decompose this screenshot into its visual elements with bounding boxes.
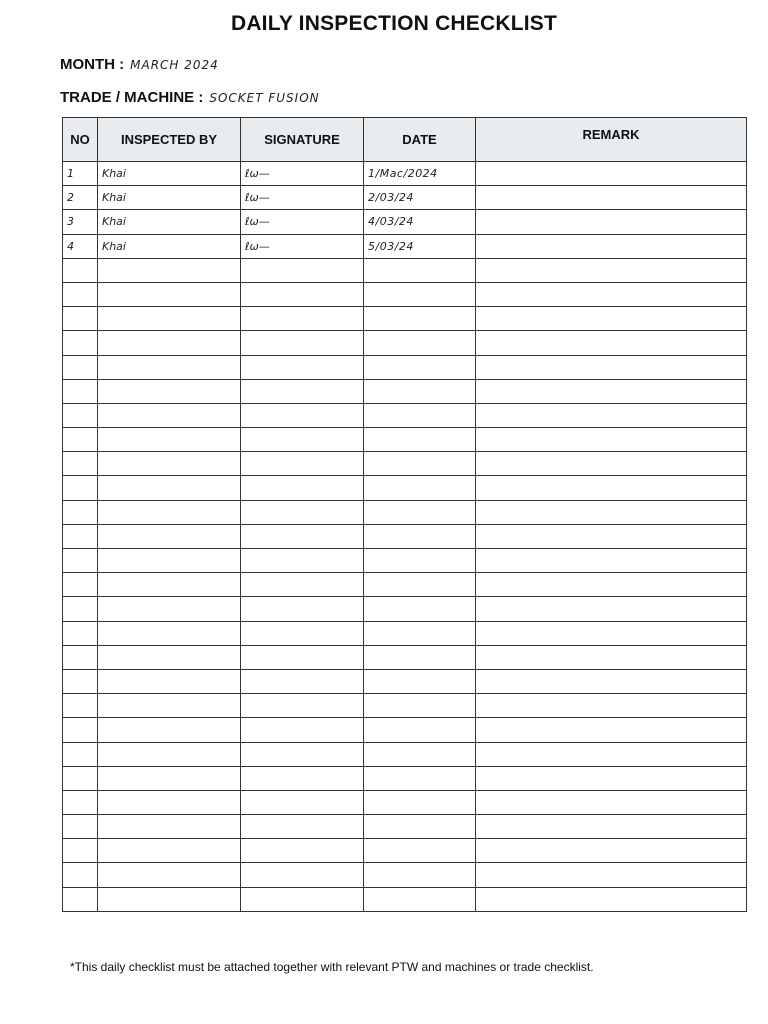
- cell-no[interactable]: [63, 766, 98, 790]
- cell-remark[interactable]: [476, 162, 747, 186]
- cell-date[interactable]: [364, 742, 476, 766]
- cell-no[interactable]: [63, 669, 98, 693]
- cell-no[interactable]: [63, 379, 98, 403]
- cell-signature[interactable]: ℓω—: [241, 210, 364, 234]
- cell-date[interactable]: [364, 887, 476, 911]
- cell-date[interactable]: [364, 452, 476, 476]
- table-body: [63, 162, 747, 912]
- cell-date[interactable]: [364, 331, 476, 355]
- cell-signature[interactable]: ℓω—: [241, 162, 364, 186]
- header-remark: REMARK: [476, 118, 747, 162]
- table-row: [63, 307, 747, 331]
- cell-date[interactable]: [364, 428, 476, 452]
- table-row: [63, 887, 747, 911]
- table-row: [63, 186, 747, 210]
- cell-remark[interactable]: [476, 669, 747, 693]
- header-date: DATE: [364, 118, 476, 162]
- cell-inspected-by[interactable]: [98, 573, 241, 597]
- cell-signature[interactable]: [241, 500, 364, 524]
- cell-remark[interactable]: [476, 307, 747, 331]
- cell-date[interactable]: 5/03/24: [364, 234, 476, 258]
- table-row: [63, 718, 747, 742]
- cell-inspected-by[interactable]: [98, 379, 241, 403]
- table-row: [63, 282, 747, 306]
- cell-remark[interactable]: [476, 186, 747, 210]
- trade-machine-field: [60, 89, 320, 106]
- cell-date[interactable]: [364, 258, 476, 282]
- cell-inspected-by[interactable]: Khai: [98, 162, 241, 186]
- cell-remark[interactable]: [476, 815, 747, 839]
- table-row: [63, 645, 747, 669]
- cell-inspected-by[interactable]: Khai: [98, 234, 241, 258]
- table-row: [63, 500, 747, 524]
- cell-inspected-by[interactable]: [98, 428, 241, 452]
- table-row: [63, 403, 747, 427]
- cell-remark[interactable]: [476, 476, 747, 500]
- table-row: [63, 863, 747, 887]
- cell-signature[interactable]: [241, 258, 364, 282]
- cell-inspected-by[interactable]: [98, 718, 241, 742]
- cell-signature[interactable]: [241, 742, 364, 766]
- cell-inspected-by[interactable]: [98, 669, 241, 693]
- cell-remark[interactable]: [476, 742, 747, 766]
- cell-inspected-by[interactable]: Khai: [98, 186, 241, 210]
- cell-date[interactable]: [364, 597, 476, 621]
- table-row: [63, 524, 747, 548]
- cell-signature[interactable]: ℓω—: [241, 234, 364, 258]
- cell-remark[interactable]: [476, 645, 747, 669]
- cell-signature[interactable]: [241, 379, 364, 403]
- cell-date[interactable]: [364, 307, 476, 331]
- cell-signature[interactable]: ℓω—: [241, 186, 364, 210]
- trade-machine-value[interactable]: SOCKET FUSION: [209, 91, 320, 105]
- table-row: [63, 742, 747, 766]
- table-row: [63, 573, 747, 597]
- cell-date[interactable]: 1/Mac/2024: [364, 162, 476, 186]
- cell-signature[interactable]: [241, 282, 364, 306]
- cell-no[interactable]: [63, 597, 98, 621]
- cell-remark[interactable]: [476, 500, 747, 524]
- cell-inspected-by[interactable]: [98, 887, 241, 911]
- table-row: [63, 839, 747, 863]
- month-value[interactable]: MARCH 2024: [130, 58, 219, 72]
- cell-remark[interactable]: [476, 790, 747, 814]
- table-row: [63, 669, 747, 693]
- table-row: [63, 621, 747, 645]
- header-no: NO: [63, 118, 98, 162]
- cell-no[interactable]: [63, 573, 98, 597]
- cell-date[interactable]: [364, 694, 476, 718]
- cell-inspected-by[interactable]: [98, 742, 241, 766]
- cell-no[interactable]: [63, 863, 98, 887]
- month-field: [60, 56, 219, 73]
- cell-date[interactable]: [364, 379, 476, 403]
- cell-inspected-by[interactable]: [98, 549, 241, 573]
- cell-signature[interactable]: [241, 694, 364, 718]
- cell-inspected-by[interactable]: [98, 621, 241, 645]
- cell-remark[interactable]: [476, 694, 747, 718]
- cell-date[interactable]: [364, 766, 476, 790]
- cell-date[interactable]: [364, 573, 476, 597]
- cell-inspected-by[interactable]: [98, 815, 241, 839]
- cell-no[interactable]: [63, 621, 98, 645]
- cell-no[interactable]: [63, 307, 98, 331]
- page-title: DAILY INSPECTION CHECKLIST: [230, 12, 558, 35]
- table-row: [63, 162, 747, 186]
- cell-remark[interactable]: [476, 549, 747, 573]
- cell-date[interactable]: [364, 790, 476, 814]
- table-row: [63, 549, 747, 573]
- table-row: [63, 428, 747, 452]
- cell-date[interactable]: [364, 403, 476, 427]
- cell-no[interactable]: [63, 718, 98, 742]
- cell-date[interactable]: [364, 839, 476, 863]
- cell-remark[interactable]: [476, 863, 747, 887]
- cell-date[interactable]: [364, 355, 476, 379]
- cell-remark[interactable]: [476, 379, 747, 403]
- cell-no[interactable]: [63, 839, 98, 863]
- cell-signature[interactable]: [241, 766, 364, 790]
- cell-inspected-by[interactable]: [98, 452, 241, 476]
- cell-remark[interactable]: [476, 887, 747, 911]
- cell-date[interactable]: [364, 549, 476, 573]
- cell-signature[interactable]: [241, 452, 364, 476]
- cell-no[interactable]: [63, 355, 98, 379]
- cell-signature[interactable]: [241, 573, 364, 597]
- cell-no[interactable]: [63, 282, 98, 306]
- cell-inspected-by[interactable]: [98, 282, 241, 306]
- cell-remark[interactable]: [476, 573, 747, 597]
- cell-no[interactable]: [63, 524, 98, 548]
- table-row: [63, 694, 747, 718]
- cell-remark[interactable]: [476, 718, 747, 742]
- table-row: [63, 452, 747, 476]
- cell-no[interactable]: [63, 258, 98, 282]
- cell-inspected-by[interactable]: [98, 403, 241, 427]
- cell-signature[interactable]: [241, 621, 364, 645]
- cell-date[interactable]: 2/03/24: [364, 186, 476, 210]
- cell-no[interactable]: 1: [63, 162, 98, 186]
- cell-date[interactable]: 4/03/24: [364, 210, 476, 234]
- cell-remark[interactable]: [476, 839, 747, 863]
- cell-date[interactable]: [364, 645, 476, 669]
- cell-date[interactable]: [364, 500, 476, 524]
- cell-no[interactable]: 4: [63, 234, 98, 258]
- cell-signature[interactable]: [241, 428, 364, 452]
- cell-no[interactable]: [63, 403, 98, 427]
- table-row: [63, 258, 747, 282]
- month-label: MONTH :: [60, 56, 125, 73]
- cell-no[interactable]: [63, 549, 98, 573]
- cell-signature[interactable]: [241, 839, 364, 863]
- cell-signature[interactable]: [241, 307, 364, 331]
- cell-remark[interactable]: [476, 766, 747, 790]
- cell-no[interactable]: [63, 331, 98, 355]
- cell-signature[interactable]: [241, 790, 364, 814]
- cell-no[interactable]: [63, 815, 98, 839]
- cell-date[interactable]: [364, 476, 476, 500]
- cell-no[interactable]: [63, 645, 98, 669]
- table-header-row: [63, 118, 747, 162]
- cell-inspected-by[interactable]: [98, 331, 241, 355]
- cell-remark[interactable]: [476, 355, 747, 379]
- table-row: [63, 476, 747, 500]
- cell-inspected-by[interactable]: [98, 839, 241, 863]
- cell-date[interactable]: [364, 863, 476, 887]
- cell-inspected-by[interactable]: [98, 476, 241, 500]
- cell-signature[interactable]: [241, 645, 364, 669]
- cell-remark[interactable]: [476, 282, 747, 306]
- cell-signature[interactable]: [241, 355, 364, 379]
- cell-remark[interactable]: [476, 234, 747, 258]
- table-row: [63, 815, 747, 839]
- cell-no[interactable]: [63, 694, 98, 718]
- cell-signature[interactable]: [241, 403, 364, 427]
- cell-inspected-by[interactable]: [98, 355, 241, 379]
- cell-no[interactable]: [63, 452, 98, 476]
- cell-date[interactable]: [364, 718, 476, 742]
- cell-date[interactable]: [364, 669, 476, 693]
- cell-signature[interactable]: [241, 597, 364, 621]
- cell-signature[interactable]: [241, 331, 364, 355]
- cell-inspected-by[interactable]: [98, 597, 241, 621]
- cell-no[interactable]: [63, 500, 98, 524]
- header-inspected-by: INSPECTED BY: [98, 118, 241, 162]
- cell-no[interactable]: [63, 790, 98, 814]
- cell-no[interactable]: [63, 742, 98, 766]
- table-row: [63, 355, 747, 379]
- cell-remark[interactable]: [476, 258, 747, 282]
- cell-no[interactable]: 2: [63, 186, 98, 210]
- cell-signature[interactable]: [241, 815, 364, 839]
- cell-inspected-by[interactable]: [98, 766, 241, 790]
- cell-date[interactable]: [364, 524, 476, 548]
- table-row: [63, 790, 747, 814]
- trade-machine-label: TRADE / MACHINE :: [60, 89, 204, 106]
- table-row: [63, 234, 747, 258]
- table-row: [63, 766, 747, 790]
- cell-inspected-by[interactable]: [98, 863, 241, 887]
- cell-signature[interactable]: [241, 524, 364, 548]
- cell-remark[interactable]: [476, 428, 747, 452]
- cell-signature[interactable]: [241, 669, 364, 693]
- cell-remark[interactable]: [476, 403, 747, 427]
- cell-signature[interactable]: [241, 718, 364, 742]
- cell-inspected-by[interactable]: [98, 694, 241, 718]
- cell-no[interactable]: [63, 887, 98, 911]
- table-row: [63, 331, 747, 355]
- footnote: *This daily checklist must be attached together with relevant PTW and machines or trade checklist.: [70, 960, 594, 974]
- cell-inspected-by[interactable]: [98, 500, 241, 524]
- cell-inspected-by[interactable]: [98, 645, 241, 669]
- cell-inspected-by[interactable]: [98, 307, 241, 331]
- cell-no[interactable]: [63, 428, 98, 452]
- cell-remark[interactable]: [476, 524, 747, 548]
- cell-remark[interactable]: [476, 210, 747, 234]
- cell-remark[interactable]: [476, 452, 747, 476]
- cell-inspected-by[interactable]: [98, 258, 241, 282]
- cell-signature[interactable]: [241, 887, 364, 911]
- table-row: [63, 379, 747, 403]
- cell-signature[interactable]: [241, 549, 364, 573]
- cell-remark[interactable]: [476, 597, 747, 621]
- cell-inspected-by[interactable]: Khai: [98, 210, 241, 234]
- table-row: [63, 597, 747, 621]
- cell-date[interactable]: [364, 621, 476, 645]
- cell-signature[interactable]: [241, 863, 364, 887]
- cell-date[interactable]: [364, 282, 476, 306]
- cell-signature[interactable]: [241, 476, 364, 500]
- table-row: [63, 210, 747, 234]
- inspection-table: [62, 117, 747, 912]
- cell-remark[interactable]: [476, 331, 747, 355]
- cell-date[interactable]: [364, 815, 476, 839]
- cell-no[interactable]: [63, 476, 98, 500]
- header-signature: SIGNATURE: [241, 118, 364, 162]
- cell-inspected-by[interactable]: [98, 524, 241, 548]
- cell-inspected-by[interactable]: [98, 790, 241, 814]
- cell-no[interactable]: 3: [63, 210, 98, 234]
- cell-remark[interactable]: [476, 621, 747, 645]
